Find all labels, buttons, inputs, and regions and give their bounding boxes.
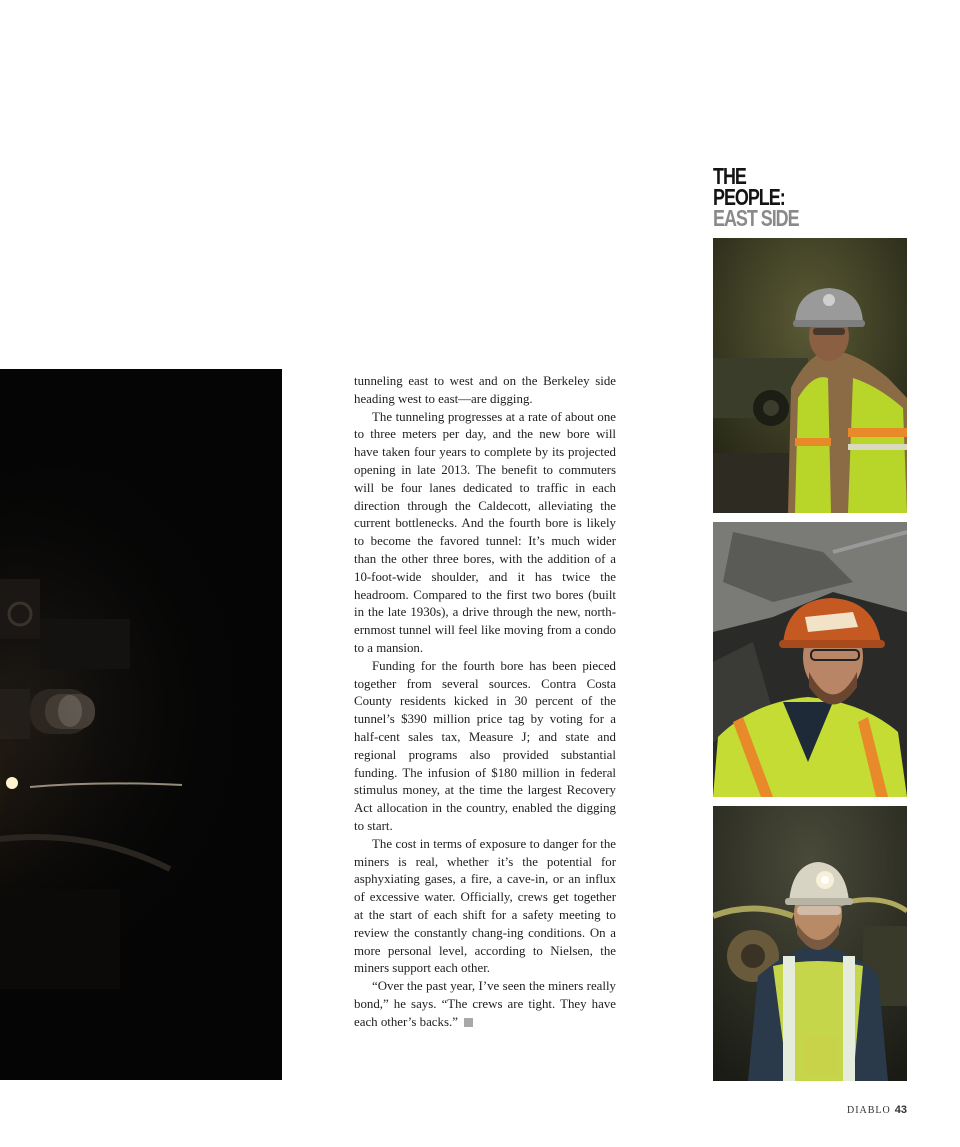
paragraph: The cost in terms of exposure to danger for the miners is real, whether it’s the potential for asphyxiating gases, a fire, a cave-in, or an influx of excessive water. Officially, crews get together at the start of each shift for a safety meeting to review the constantly chang-ing conditions. On a more personal level, according to Nielsen, the miners support each other. (354, 836, 616, 976)
paragraph: Funding for the fourth bore has been pieced together from several sources. Contra Costa County residents kicked in 30 percent of the tunnel’s $390 million price tag by voting for a half-cent sales tax, Measure J; and state and regional programs also provided substantial funding. The infusion of $180 million in federal stimulus money, at the time the largest Recovery Act allocation in the country, enabled the digging to start. (354, 658, 616, 833)
page-number: 43 (894, 1104, 907, 1116)
heading-line-1: THE (713, 163, 746, 189)
end-mark-icon (464, 1018, 473, 1027)
paragraph: The tunneling progresses at a rate of about one to three meters per day, and the new bore will have taken four years to complete by its projected opening in late 2013. The benefit to commuters will be four lanes dedicated to traffic in each direction through the Caldecott, alleviating the current bottlenecks. And the fourth bore is likely to become the favored tunnel: It’s much wider than the other three bores, with the addition of a 10-foot-wide shoulder, and it has twice the headroom. Compared to the first two bores (built in the late 1930s), a drive through the new, north-ernmost tunnel will feel like moving from a condo to a mansion. (354, 409, 616, 655)
section-heading (713, 163, 869, 231)
portrait-photo-2 (713, 522, 907, 797)
magazine-name: DIABLO (846, 1105, 891, 1116)
paragraph-last (354, 978, 616, 1031)
heading-line-3: EAST SIDE (713, 205, 799, 231)
tunnel-photo (0, 369, 282, 1080)
portrait-photo-1 (713, 238, 907, 513)
heading-line-2: PEOPLE: (713, 184, 785, 210)
article-body (354, 373, 616, 1031)
page-folio (847, 1104, 907, 1116)
paragraph-text: “Over the past year, I’ve seen the miners really bond,” he says. “The crews are tight. They have each other’s backs.” (354, 979, 616, 1029)
paragraph: tunneling east to west and on the Berkeley side heading west to east—are digging. (354, 374, 616, 406)
portrait-photo-3 (713, 806, 907, 1081)
